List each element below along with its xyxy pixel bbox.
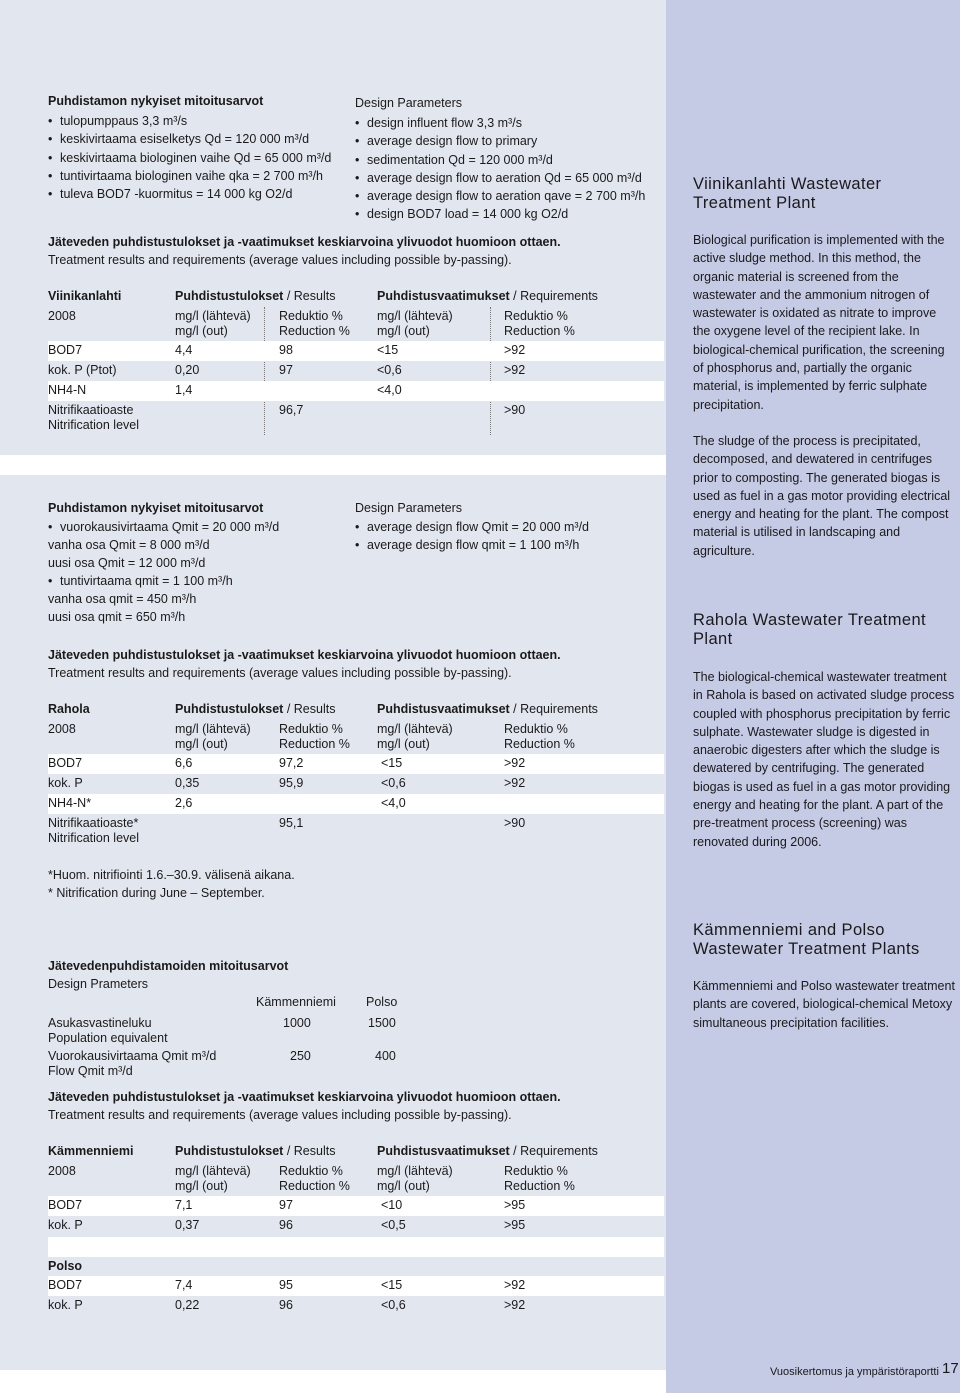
s2-en-item: • average design flow Qmit = 20 000 m³/d <box>355 518 589 536</box>
cell: >92 <box>504 1298 526 1312</box>
cell: <0,6 <box>381 776 406 790</box>
row-name: Nitrifikaatioaste <box>48 403 134 417</box>
cell: <0,6 <box>381 1298 406 1312</box>
s3-results-fi: Jäteveden puhdistustulokset ja -vaatimukset keskiarvoina ylivuodot huomioon ottaen. <box>48 1090 561 1104</box>
s2-col-b1: Reduktio % <box>279 722 343 736</box>
s1-results-fi: Jäteveden puhdistustulokset ja -vaatimukset keskiarvoina ylivuodot huomioon ottaen. <box>48 235 561 249</box>
s3-r2-v1: 250 <box>290 1049 311 1063</box>
s1-col-a1: mg/l (lähtevä) <box>175 309 251 323</box>
s1-en-item: • average design flow to primary <box>355 132 645 150</box>
cell: <15 <box>381 1278 403 1292</box>
s3-year: 2008 <box>48 1164 76 1178</box>
s3-r2-fi: Vuorokausivirtaama Qmit m³/d <box>48 1049 217 1063</box>
s1-en-item: • design BOD7 load = 14 000 kg O2/d <box>355 205 645 223</box>
s1-col-c2: mg/l (out) <box>377 324 430 338</box>
row-name: kok. P (Ptot) <box>48 363 117 377</box>
row-name: BOD7 <box>48 756 83 770</box>
table-row <box>48 341 664 361</box>
cell: 0,20 <box>175 363 200 377</box>
s2-col-a2: mg/l (out) <box>175 737 228 751</box>
s3-col-d1: Reduktio % <box>504 1164 568 1178</box>
s2-col-b2: Reduction % <box>279 737 350 751</box>
side-paragraph: Biological purification is implemented with the active sludge method. In this method, the organic material is screened from the wastewater and the ammonium nitrogen of wastewater is oxidated as nitrate to improve the oxygene level of the recipient lake. In biological-chemical purification, the screening of phosphorus and, partially the organic material, is implemented by ferric sulphate precipitation. <box>693 233 945 412</box>
table-row <box>48 1296 664 1316</box>
cell: >90 <box>504 816 526 830</box>
s2-note-fi: *Huom. nitrifiointi 1.6.–30.9. välisenä aikana. <box>48 868 295 882</box>
s2-en-list <box>355 518 589 555</box>
table-row-spacer <box>48 1237 664 1257</box>
row-name: BOD7 <box>48 1278 83 1292</box>
s1-item: • tulopumppaus 3,3 m³/s <box>48 112 331 130</box>
s2-results-fi: Jäteveden puhdistustulokset ja -vaatimukset keskiarvoina ylivuodot huomioon ottaen. <box>48 648 561 662</box>
cell: 95,1 <box>279 816 304 830</box>
cell: 6,6 <box>175 756 193 770</box>
s1-col-a2: mg/l (out) <box>175 324 228 338</box>
side-heading: Rahola Wastewater Treatment Plant <box>693 611 927 648</box>
s2-results-en: Treatment results and requirements (average values including possible by-passing). <box>48 666 512 680</box>
page-number: 17 <box>942 1360 959 1377</box>
s2-line: vanha osa qmit = 450 m³/h <box>48 592 197 606</box>
s3-polso: Polso <box>48 1259 83 1273</box>
cell: 2,6 <box>175 796 193 810</box>
s1-title: Puhdistamon nykyiset mitoitusarvot <box>48 94 264 108</box>
s2-plant: Rahola <box>48 702 90 716</box>
s3-col-a1: mg/l (lähtevä) <box>175 1164 251 1178</box>
s1-list <box>48 112 331 203</box>
s3-plant: Kämmenniemi <box>48 1144 134 1158</box>
s3-r2-v2: 400 <box>375 1049 396 1063</box>
cell: 4,4 <box>175 343 193 357</box>
s3-r1-fi: Asukasvastineluku <box>48 1016 152 1030</box>
s2-list <box>48 518 279 536</box>
s2-year: 2008 <box>48 722 76 736</box>
cell: 97 <box>279 1198 293 1212</box>
row-name: BOD7 <box>48 1198 83 1212</box>
s1-results-label: Puhdistustulokset / Results <box>175 289 336 303</box>
s1-col-b1: Reduktio % <box>279 309 343 323</box>
cell: <0,6 <box>377 363 402 377</box>
s2-col-a1: mg/l (lähtevä) <box>175 722 251 736</box>
cell: >92 <box>504 756 526 770</box>
table-row <box>48 774 664 794</box>
s2-results-label: Puhdistustulokset / Results <box>175 702 336 716</box>
cell: 95,9 <box>279 776 304 790</box>
cell: 96,7 <box>279 403 304 417</box>
cell: <4,0 <box>381 796 406 810</box>
cell: <15 <box>381 756 403 770</box>
cell: >95 <box>504 1218 526 1232</box>
row-name: BOD7 <box>48 343 83 357</box>
s2-line: vanha osa Qmit = 8 000 m³/d <box>48 538 210 552</box>
cell: <4,0 <box>377 383 402 397</box>
s2-line: uusi osa qmit = 650 m³/h <box>48 610 186 624</box>
s2-title: Puhdistamon nykyiset mitoitusarvot <box>48 501 264 515</box>
side-heading: Viinikanlahti Wastewater Treatment Plant <box>693 175 882 212</box>
table-row <box>48 1276 664 1296</box>
s2-item: • tuntivirtaama qmit = 1 100 m³/h <box>48 572 233 590</box>
s2-col-c1: mg/l (lähtevä) <box>377 722 453 736</box>
cell: >92 <box>504 776 526 790</box>
s1-col-d1: Reduktio % <box>504 309 568 323</box>
side-paragraph: Kämmenniemi and Polso wastewater treatment plants are covered, biological-chemical Metoxy simultaneous precipitation facilities. <box>693 979 955 1030</box>
row-name: NH4-N <box>48 383 87 397</box>
s1-item: • keskivirtaama biologinen vaihe Qd = 65 000 m³/d <box>48 149 331 167</box>
cell: 0,35 <box>175 776 200 790</box>
table-row <box>48 1196 664 1216</box>
s1-en-item: • average design flow to aeration Qd = 65 000 m³/d <box>355 169 645 187</box>
s3-req-label: Puhdistusvaatimukset / Requirements <box>377 1144 598 1158</box>
row-name: NH4-N* <box>48 796 92 810</box>
cell: 96 <box>279 1298 293 1312</box>
cell: >90 <box>504 403 526 417</box>
s2-col-d2: Reduction % <box>504 737 575 751</box>
footer-text: Vuosikertomus ja ympäristöraportti <box>770 1366 939 1378</box>
cell: >92 <box>504 343 526 357</box>
row-name: kok. P <box>48 776 83 790</box>
cell: 96 <box>279 1218 293 1232</box>
s3-r1-en: Population equivalent <box>48 1031 168 1045</box>
s1-col-c1: mg/l (lähtevä) <box>377 309 453 323</box>
s1-col-d2: Reduction % <box>504 324 575 338</box>
s2-col-d1: Reduktio % <box>504 722 568 736</box>
s1-results-en: Treatment results and requirements (average values including possible by-passing). <box>48 253 512 267</box>
s2-list <box>48 572 233 590</box>
side-paragraph: The biological-chemical wastewater treatment in Rahola is based on activated sludge process coupled with phosphorus precipitation by ferric sulphate. Wastewater sludge is digested in anaerobic digesters after which the sludge is dewatered by centrifuging. The generated biogas is used as fuel in a gas motor providing energy and heating for the plant. A part of the pre-treatment process (screening) was renovated during 2006. <box>693 670 955 849</box>
table-row <box>48 754 664 774</box>
table-row <box>48 361 664 381</box>
s2-req-label: Puhdistusvaatimukset / Requirements <box>377 702 598 716</box>
s3-col1: Kämmenniemi <box>256 995 336 1009</box>
cell: 97,2 <box>279 756 304 770</box>
s3-col-c2: mg/l (out) <box>377 1179 430 1193</box>
cell: 97 <box>279 363 293 377</box>
table-row <box>48 1216 664 1236</box>
s3-r2-en: Flow Qmit m³/d <box>48 1064 133 1078</box>
cell: 95 <box>279 1278 293 1292</box>
s3-subtitle: Design Prameters <box>48 977 149 991</box>
s3-col-b2: Reduction % <box>279 1179 350 1193</box>
s1-en-list <box>355 114 645 224</box>
s1-item: • keskivirtaama esiselketys Qd = 120 000 m³/d <box>48 130 331 148</box>
row-name: kok. P <box>48 1218 83 1232</box>
s1-en-item: • average design flow to aeration qave = 2 700 m³/h <box>355 187 645 205</box>
row-name-en: Nitrification level <box>48 831 140 845</box>
cell: 1,4 <box>175 383 193 397</box>
s1-item: • tuleva BOD7 -kuormitus = 14 000 kg O2/d <box>48 185 331 203</box>
s1-en-item: • design influent flow 3,3 m³/s <box>355 114 645 132</box>
table-row <box>48 814 664 850</box>
row-name-en: Nitrification level <box>48 418 140 432</box>
row-name: kok. P <box>48 1298 83 1312</box>
side-text <box>693 668 955 869</box>
row-name: Nitrifikaatioaste* <box>48 816 139 830</box>
s2-en-item: • average design flow qmit = 1 100 m³/h <box>355 536 589 554</box>
cell: 0,37 <box>175 1218 200 1232</box>
table-row <box>48 401 664 437</box>
s3-col-a2: mg/l (out) <box>175 1179 228 1193</box>
cell: 98 <box>279 343 293 357</box>
cell: <15 <box>377 343 399 357</box>
s1-col-b2: Reduction % <box>279 324 350 338</box>
cell: >92 <box>504 1278 526 1292</box>
cell: <0,5 <box>381 1218 406 1232</box>
s1-req-label: Puhdistusvaatimukset / Requirements <box>377 289 598 303</box>
side-paragraph: The sludge of the process is precipitated, decomposed, and dewatered in centrifuges prior to composting. The generated biogas is used as fuel in a gas motor providing electrical energy and heating for the plant. The compost material is utilised in landscaping and agriculture. <box>693 433 951 558</box>
cell: >92 <box>504 363 526 377</box>
side-text <box>693 231 955 578</box>
s2-note-en: * Nitrification during June – September. <box>48 886 265 900</box>
s3-results-label: Puhdistustulokset / Results <box>175 1144 336 1158</box>
s1-en-title: Design Parameters <box>355 96 462 110</box>
s1-item: • tuntivirtaama biologinen vaihe qka = 2 700 m³/h <box>48 167 331 185</box>
s3-col2: Polso <box>366 995 398 1009</box>
panel-gap <box>0 455 666 475</box>
s3-title: Jätevedenpuhdistamoiden mitoitusarvot <box>48 959 289 973</box>
side-text <box>693 977 955 1050</box>
s3-r1-v1: 1000 <box>283 1016 311 1030</box>
cell: >95 <box>504 1198 526 1212</box>
table-row <box>48 381 664 401</box>
s3-col-c1: mg/l (lähtevä) <box>377 1164 453 1178</box>
s3-r1-v2: 1500 <box>368 1016 396 1030</box>
s3-col-b1: Reduktio % <box>279 1164 343 1178</box>
cell: 0,22 <box>175 1298 200 1312</box>
s2-line: uusi osa Qmit = 12 000 m³/d <box>48 556 206 570</box>
s1-en-item: • sedimentation Qd = 120 000 m³/d <box>355 151 645 169</box>
s3-results-en: Treatment results and requirements (average values including possible by-passing). <box>48 1108 512 1122</box>
cell: <10 <box>381 1198 403 1212</box>
side-heading: Kämmenniemi and Polso Wastewater Treatment Plants <box>693 921 920 958</box>
cell: 7,4 <box>175 1278 193 1292</box>
table-row <box>48 794 664 814</box>
s1-plant: Viinikanlahti <box>48 289 122 303</box>
s2-en-title: Design Parameters <box>355 501 462 515</box>
cell: 7,1 <box>175 1198 193 1212</box>
s2-item: • vuorokausivirtaama Qmit = 20 000 m³/d <box>48 518 279 536</box>
s2-col-c2: mg/l (out) <box>377 737 430 751</box>
s3-col-d2: Reduction % <box>504 1179 575 1193</box>
s1-year: 2008 <box>48 309 76 323</box>
